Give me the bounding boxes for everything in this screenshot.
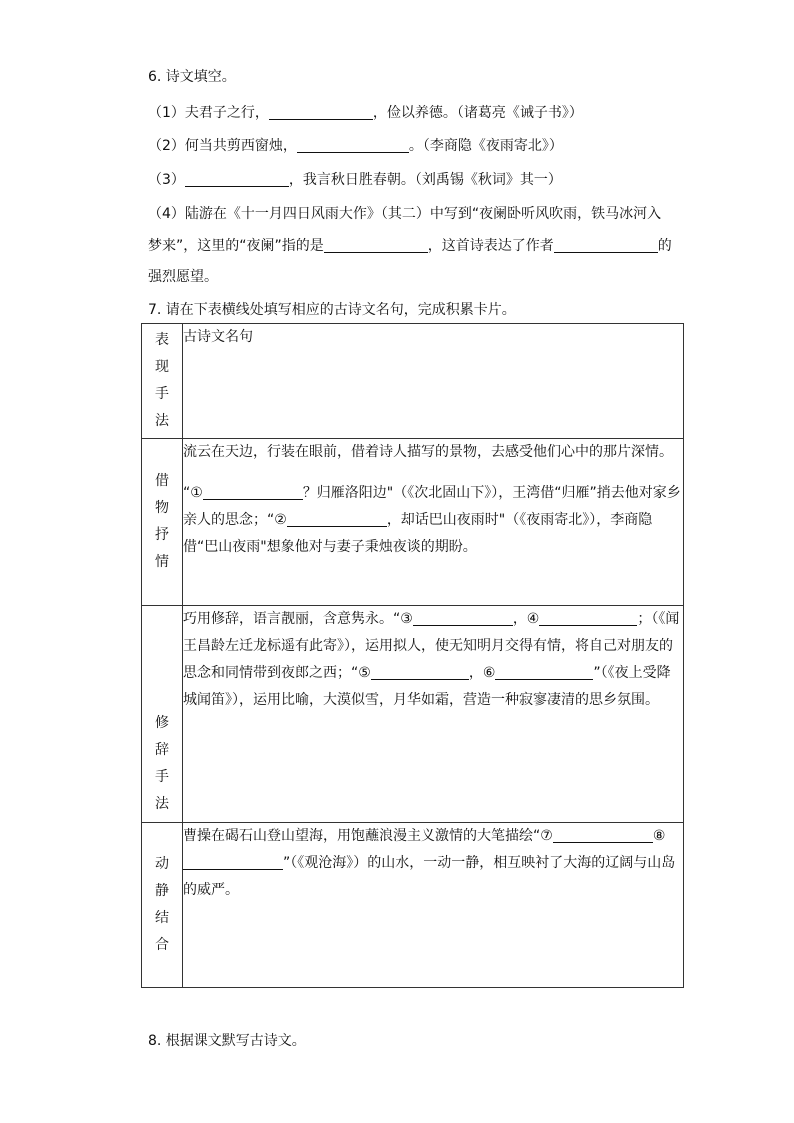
header-char: 表: [155, 332, 169, 348]
q6-item-3: [148, 169, 562, 189]
header-left-cell: [142, 324, 183, 439]
q8-title: 8. 根据课文默写古诗文。: [148, 1033, 306, 1049]
row-char: 辞: [155, 742, 169, 758]
row2-text-e: ⑥: [482, 665, 496, 681]
q6-item-3-pre: （3）: [148, 172, 185, 188]
row3-text-a: 曹操在碣石山登山望海，用饱蘸浪漫主义激情的大笔描绘“⑦: [183, 828, 553, 844]
q6-item-1-pre: （1）夫君子之行，: [148, 105, 269, 121]
q6-item-4-line-1: （4）陆游在《十一月四日风雨大作》（其二）中写到“夜阑卧听风吹雨，铁马冰河入: [148, 206, 662, 222]
blank-circle-1[interactable]: [203, 485, 303, 500]
row-char: 物: [155, 500, 169, 516]
q6-item-4-post: 的: [657, 238, 672, 254]
row-char: 修: [155, 715, 169, 731]
blank-circle-5[interactable]: [371, 665, 469, 680]
q6-item-4-mid: ，这首诗表达了作者: [427, 238, 554, 254]
row3-paragraph: [183, 823, 683, 904]
row1-paragraph-1: 流云在天边，行装在眼前，借着诗人描写的景物，去感受他们心中的那片深情。: [183, 444, 673, 460]
accumulation-card-table: [141, 323, 684, 988]
table-header-row: [142, 324, 684, 439]
blank-1[interactable]: [269, 105, 373, 120]
blank-circle-3[interactable]: [413, 611, 513, 626]
row1-right-cell: [183, 439, 684, 606]
row1-text-c: ，却话巴山夜雨时"（《夜雨寄北》），李商隐借“巴山夜雨"想象他对与妻子秉烛夜谈的期盼。: [183, 512, 653, 555]
q6-title: 6. 诗文填空。: [148, 69, 236, 85]
q6-item-1-post: ，俭以养德。（诸葛亮《诫子书》）: [372, 105, 583, 121]
blank-4[interactable]: [324, 238, 428, 253]
row2-text-c: ；（《闻王昌龄左迁龙标遥有此寄》），运用拟人，使无知明月交得有情，将自己对朋友的思念和同情带到夜郎之西；“⑤: [183, 611, 680, 681]
row3-right-cell: [183, 823, 684, 988]
row1-text-a: “①: [183, 485, 203, 501]
q6-item-2-pre: （2）何当共剪西窗烛，: [148, 138, 297, 154]
row-char: 静: [155, 883, 169, 899]
header-char: 现: [155, 359, 169, 375]
blank-circle-2[interactable]: [287, 512, 387, 527]
row3-text-c: ”（《观沧海》）的山水，一动一静，相互映衬了大海的辽阔与山岛的威严。: [183, 855, 676, 898]
row2-text-f: ”（《夜上受降城闻笛》），运用比喻，大漠似雪，月华如霜，营造一种寂寥凄清的思乡氛围。: [183, 665, 671, 708]
q6-item-4-pre: 梦来”，这里的“夜阑”指的是: [148, 238, 324, 254]
q6-item-1: [148, 102, 583, 122]
q6-item-2: [148, 135, 563, 155]
row2-left-cell: [142, 606, 183, 823]
q6-item-4-line-3: 强烈愿望。: [148, 269, 218, 285]
row-char: 抒: [155, 527, 169, 543]
row2-paragraph: [183, 606, 683, 714]
row-char: 手: [155, 769, 169, 785]
header-right-label: 古诗文名句: [183, 329, 253, 345]
row1-left-cell: [142, 439, 183, 606]
row1-paragraph-2: [183, 480, 683, 561]
header-char: 法: [155, 413, 169, 429]
blank-circle-8[interactable]: [183, 855, 283, 870]
blank-circle-4[interactable]: [539, 611, 637, 626]
row2-text-d: ，: [468, 665, 483, 681]
q6-item-3-post: ，我言秋日胜春朝。（刘禹锡《秋词》其一）: [288, 172, 562, 188]
row-char: 动: [155, 856, 169, 872]
row2-text-a: 巧用修辞，语言靓丽，含意隽永。“③: [183, 611, 413, 627]
blank-5[interactable]: [554, 238, 658, 253]
q6-item-2-post: 。（李商隐《夜雨寄北》）: [408, 138, 563, 154]
table-row-borrow-object: [142, 439, 684, 606]
row-char: 法: [155, 796, 169, 812]
row2-right-cell: [183, 606, 684, 823]
q7-title: 7. 请在下表横线处填写相应的古诗文名句，完成积累卡片。: [148, 302, 516, 318]
table-row-motion-stillness: [142, 823, 684, 988]
blank-2[interactable]: [297, 138, 409, 153]
row-char: 情: [155, 554, 169, 570]
row-char: 合: [155, 937, 169, 953]
row-char: 结: [155, 910, 169, 926]
blank-circle-6[interactable]: [495, 665, 593, 680]
header-right-cell: [183, 324, 684, 439]
blank-circle-7[interactable]: [553, 828, 653, 843]
row3-text-b: ⑧: [652, 828, 666, 844]
table-row-rhetoric: [142, 606, 684, 823]
blank-3[interactable]: [185, 172, 289, 187]
header-char: 手: [155, 386, 169, 402]
row1-text-b: ？归雁洛阳边"（《次北固山下》），王湾借“归雁”捎去他对家乡亲人的思念；“②: [183, 485, 681, 528]
row-char: 借: [155, 473, 169, 489]
row3-left-cell: [142, 823, 183, 988]
row2-text-b: ，④: [512, 611, 540, 627]
q6-item-4-line-2: [148, 235, 672, 255]
